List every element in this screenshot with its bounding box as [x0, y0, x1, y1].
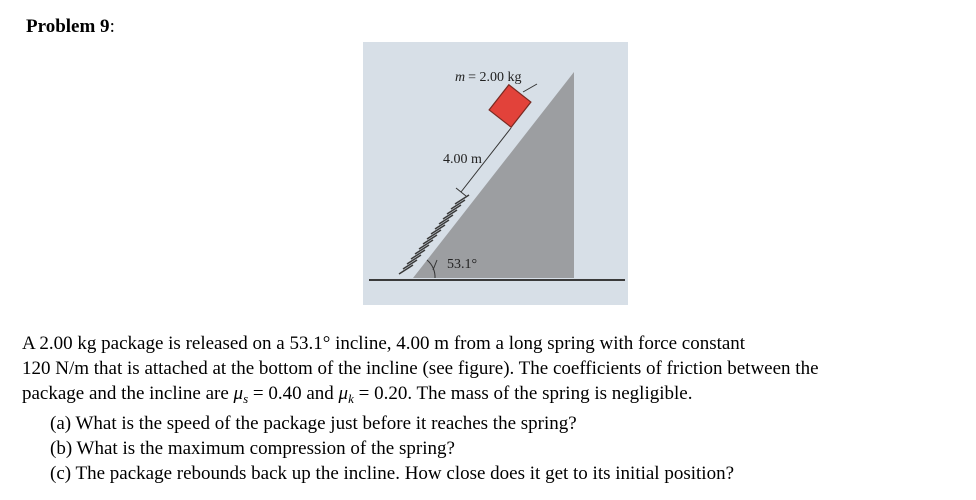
incline-diagram	[363, 42, 628, 305]
question-a: (a) What is the speed of the package just before it reaches the spring?	[50, 413, 577, 434]
question-b: (b) What is the maximum compression of the spring?	[50, 438, 455, 459]
mass-label	[455, 70, 522, 85]
mass-symbol: m	[455, 70, 466, 85]
statement-line-1: A 2.00 kg package is released on a 53.1° incline, 4.00 m from a long spring with force constant	[22, 333, 746, 354]
problem-statement	[22, 331, 967, 486]
statement-line-3b: = 0.40 and	[248, 383, 339, 404]
problem-label: Problem 9	[26, 16, 110, 37]
angle-label: 53.1°	[447, 257, 478, 272]
static-subscript: s	[243, 391, 249, 406]
statement-line-3	[22, 381, 967, 411]
distance-label: 4.00 m	[443, 152, 482, 167]
statement-line-2: 120 N/m that is attached at the bottom of the incline (see figure). The coefficients of friction between the	[22, 358, 819, 379]
kinetic-subscript: k	[348, 391, 354, 406]
mu-static-symbol: μ	[233, 383, 244, 404]
problem-title	[26, 16, 115, 38]
mu-kinetic-symbol: μ	[338, 383, 349, 404]
statement-line-3c: = 0.20. The mass of the spring is negligible.	[353, 383, 693, 404]
question-c: (c) The package rebounds back up the incline. How close does it get to its initial position?	[50, 463, 734, 484]
incline-figure	[363, 42, 628, 305]
problem-colon: :	[109, 16, 115, 37]
statement-line-3a: package and the incline are	[22, 383, 234, 404]
mass-value: = 2.00 kg	[468, 70, 522, 85]
